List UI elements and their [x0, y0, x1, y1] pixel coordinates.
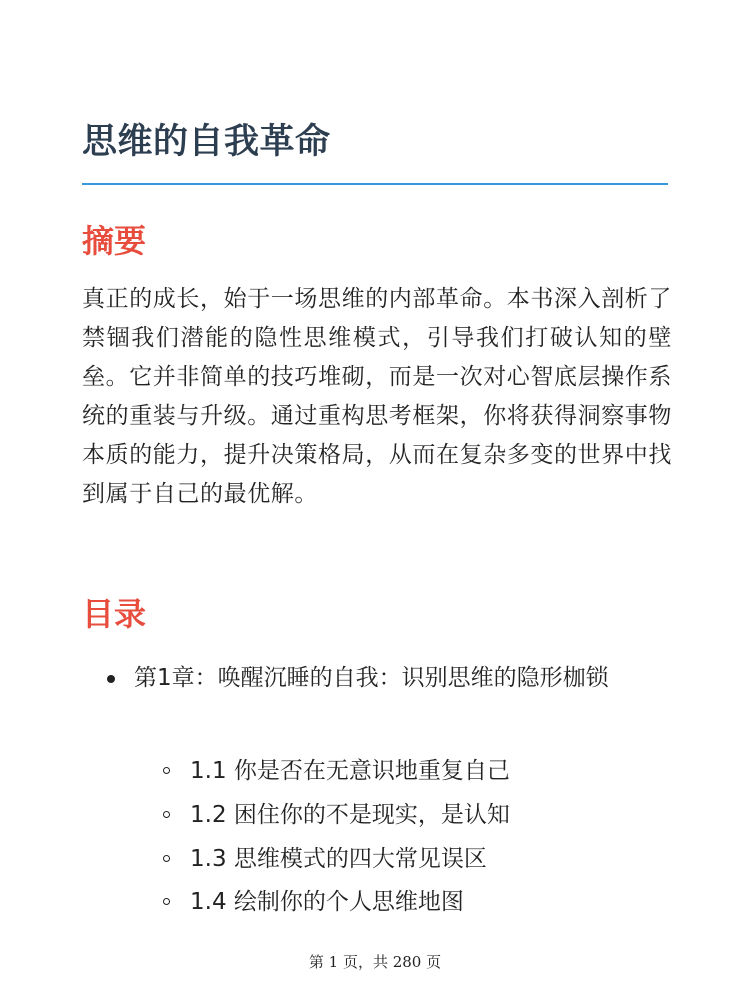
toc-section-label: 1.3 思维模式的四大常见误区 [190, 846, 487, 872]
toc-section-label: 1.1 你是否在无意识地重复自己 [190, 758, 510, 784]
toc-chapter-item[interactable] [134, 660, 668, 697]
toc-section-label: 1.4 绘制你的个人思维地图 [190, 889, 464, 915]
hollow-bullet-icon [163, 855, 170, 862]
hollow-bullet-icon [163, 898, 170, 905]
title-divider [82, 183, 668, 185]
hollow-bullet-icon [163, 767, 170, 774]
abstract-paragraph: 真正的成长，始于一场思维的内部革命。本书深入剖析了禁锢我们潜能的隐性思维模式，引导我们打破认知的壁垒。它并非简单的技巧堆砌，而是一次对心智底层操作系统的重装与升级。通过重构思考框架，你将获得洞察事物本质的能力，提升决策格局，从而在复杂多变的世界中找到属于自己的最优解。 [82, 286, 672, 507]
toc-section-item[interactable] [190, 884, 464, 921]
toc-chapter-label: 第1章：唤醒沉睡的自我：识别思维的隐形枷锁 [134, 665, 609, 691]
toc-heading: 目录 [82, 595, 147, 633]
abstract-heading: 摘要 [82, 222, 147, 260]
document-page [82, 0, 672, 1000]
toc-section-label: 1.2 困住你的不是现实，是认知 [190, 802, 510, 828]
document-title: 思维的自我革命 [82, 122, 331, 162]
page-number-footer: 第 1 页，共 280 页 [308, 953, 442, 971]
hollow-bullet-icon [163, 811, 170, 818]
toc-section-item[interactable] [190, 753, 510, 790]
toc-section-item[interactable] [190, 841, 487, 878]
filled-bullet-icon [107, 675, 115, 683]
toc-section-item[interactable] [190, 797, 510, 834]
